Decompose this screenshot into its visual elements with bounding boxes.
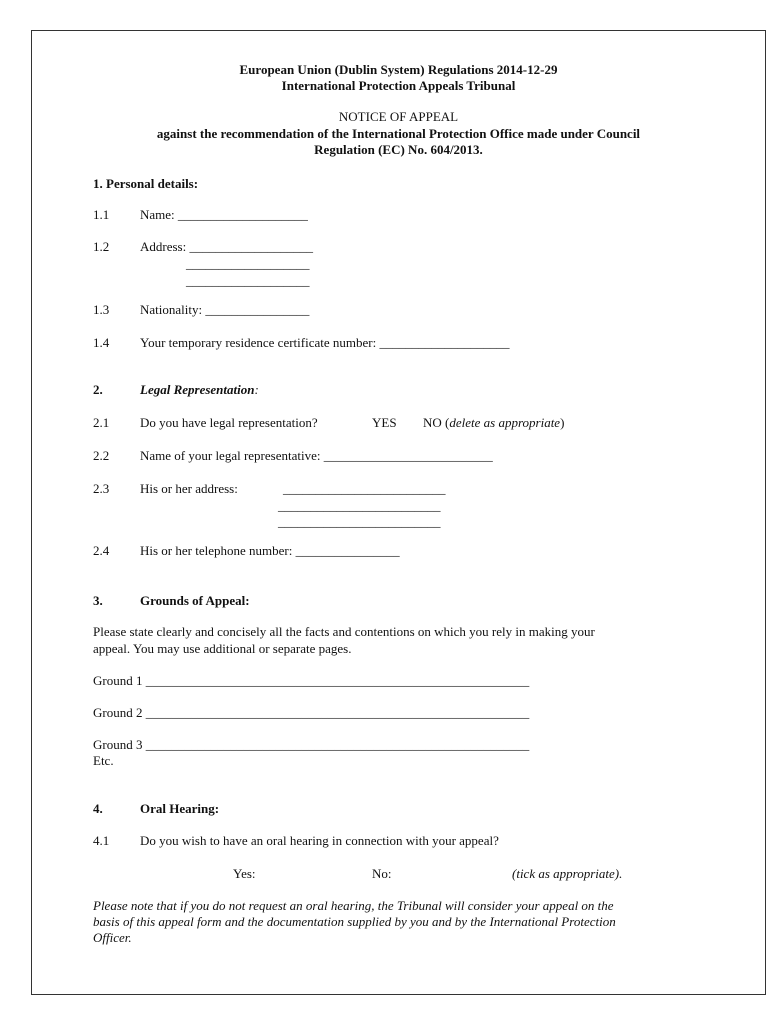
against-line-2: Regulation (EC) No. 604/2013. xyxy=(314,142,483,157)
notice-title: NOTICE OF APPEAL xyxy=(338,109,459,124)
grounds-intro-line-1: Please state clearly and concisely all the facts and contentions on which you rely in making your xyxy=(93,624,595,639)
legal-rep-address-line-2[interactable]: _________________________ xyxy=(278,498,441,513)
grounds-intro-line-2: appeal. You may use additional or separate pages. xyxy=(93,641,352,656)
legal-rep-address-label: His or her address: xyxy=(140,481,238,496)
tribunal-title: International Protection Appeals Tribunal xyxy=(281,78,516,93)
q-2-3-number: 2.3 xyxy=(93,481,110,496)
tick-as-appropriate-note: (tick as appropriate). xyxy=(512,866,623,881)
section1-heading: 1. Personal details: xyxy=(93,176,199,191)
grounds-etc: Etc. xyxy=(93,753,114,768)
oral-hearing-no-option[interactable]: No: xyxy=(372,866,392,881)
section2-heading-colon: : xyxy=(254,382,259,397)
item-1-2-number: 1.2 xyxy=(93,239,110,254)
legal-rep-no-option[interactable] xyxy=(423,415,564,431)
address-line-3[interactable]: ___________________ xyxy=(186,273,310,288)
q-2-2-number: 2.2 xyxy=(93,448,110,463)
section3-heading: Grounds of Appeal: xyxy=(140,593,250,608)
residence-certificate-field[interactable]: Your temporary residence certificate number: ____________________ xyxy=(140,335,510,350)
section4-number: 4. xyxy=(93,801,103,816)
oral-hearing-question: Do you wish to have an oral hearing in connection with your appeal? xyxy=(140,833,499,848)
legal-rep-no-close: ) xyxy=(560,415,565,430)
q-2-4-number: 2.4 xyxy=(93,543,110,558)
oral-hearing-note-line-1: Please note that if you do not request an oral hearing, the Tribunal will consider your appeal on the xyxy=(93,898,614,913)
legal-rep-address-line-3[interactable]: _________________________ xyxy=(278,514,441,529)
item-1-1-number: 1.1 xyxy=(93,207,110,222)
ground-1-field[interactable]: Ground 1 ___________________________________________________________ xyxy=(93,673,530,688)
item-1-3-number: 1.3 xyxy=(93,302,110,317)
legal-rep-phone-field[interactable]: His or her telephone number: ________________ xyxy=(140,543,400,558)
ground-3-field[interactable]: Ground 3 ___________________________________________________________ xyxy=(93,737,530,752)
item-1-4-number: 1.4 xyxy=(93,335,110,350)
ground-2-field[interactable]: Ground 2 ___________________________________________________________ xyxy=(93,705,530,720)
against-line-1: against the recommendation of the International Protection Office made under Council xyxy=(156,126,641,141)
delete-as-appropriate-note: delete as appropriate xyxy=(449,415,561,430)
section2-heading xyxy=(140,382,259,398)
name-field[interactable]: Name: ____________________ xyxy=(140,207,308,222)
oral-hearing-yes-option[interactable]: Yes: xyxy=(233,866,256,881)
legal-rep-no-label: NO ( xyxy=(423,415,450,430)
oral-hearing-note-line-3: Officer. xyxy=(93,930,132,945)
legal-representation-question: Do you have legal representation? xyxy=(140,415,318,430)
legal-rep-yes-option[interactable]: YES xyxy=(372,415,397,430)
regulation-title: European Union (Dublin System) Regulations 2014-12-29 xyxy=(239,62,558,77)
section3-number: 3. xyxy=(93,593,103,608)
q-2-1-number: 2.1 xyxy=(93,415,110,430)
legal-rep-name-field[interactable]: Name of your legal representative: __________________________ xyxy=(140,448,493,463)
address-field[interactable]: Address: ___________________ xyxy=(140,239,313,254)
section4-heading: Oral Hearing: xyxy=(140,801,220,816)
legal-rep-address-line-1[interactable]: _________________________ xyxy=(283,481,446,496)
address-line-2[interactable]: ___________________ xyxy=(186,256,310,271)
q-4-1-number: 4.1 xyxy=(93,833,110,848)
oral-hearing-note-line-2: basis of this appeal form and the documentation supplied by you and by the International Protection xyxy=(93,914,616,929)
nationality-field[interactable]: Nationality: ________________ xyxy=(140,302,310,317)
section2-heading-text: Legal Representation xyxy=(140,382,255,397)
section2-number: 2. xyxy=(93,382,103,397)
